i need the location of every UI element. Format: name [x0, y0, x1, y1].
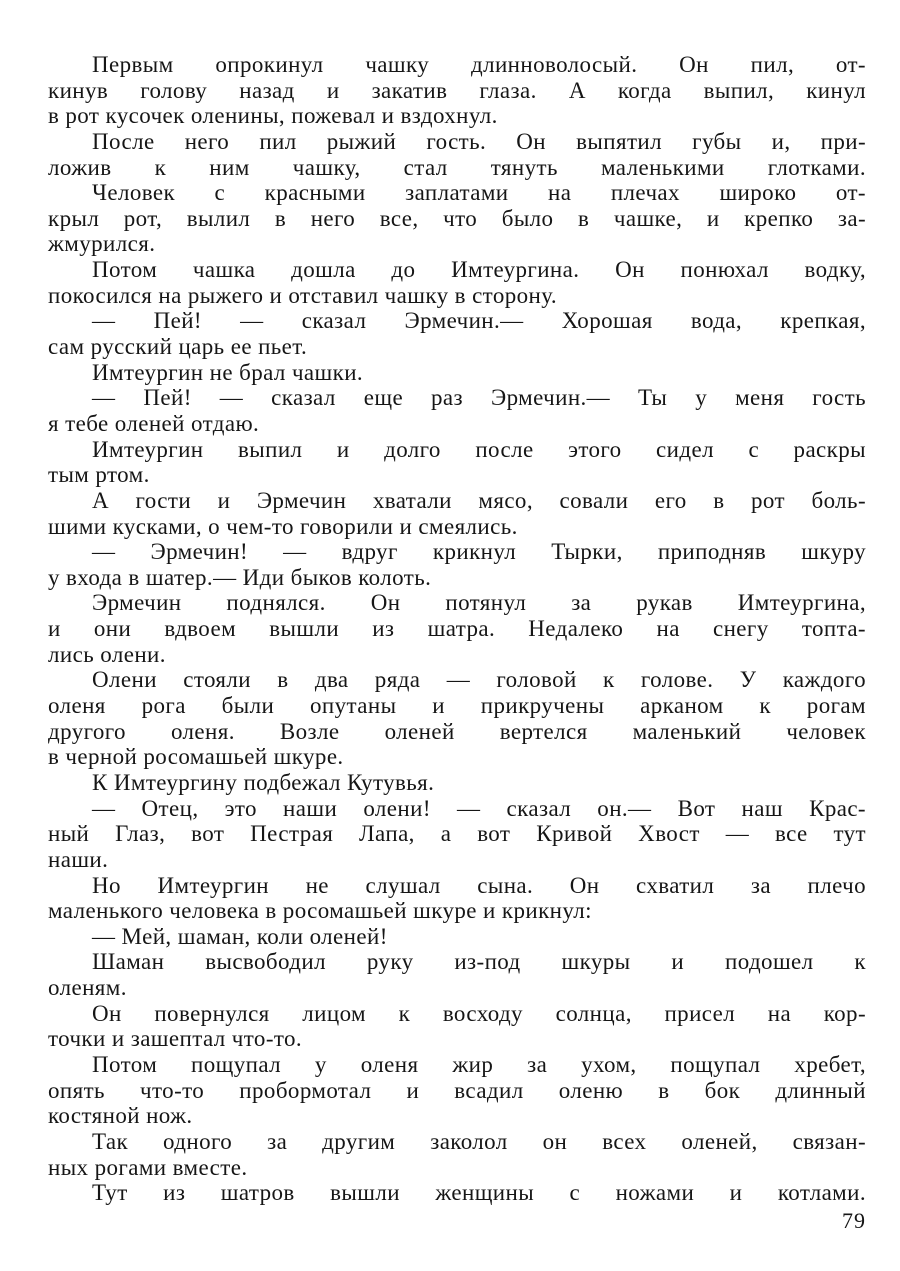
text-line: кинув голову назад и закатив глаза. А когда выпил, кинул: [48, 77, 866, 103]
text-line: Потом чашка дошла до Имтеургина. Он понюхал водку,: [92, 257, 866, 283]
text-line: Эрмечин поднялся. Он потянул за рукав Имтеургина,: [92, 590, 866, 616]
paragraph: [48, 1001, 866, 1052]
paragraph: [48, 796, 866, 873]
text-line: покосился на рыжего и отставил чашку в сторону.: [48, 282, 557, 308]
text-line: оленя рога были опутаны и прикручены арканом к рогам: [48, 693, 866, 719]
text-line: Первым опрокинул чашку длинноволосый. Он пил, от-: [92, 52, 866, 77]
paragraph: [48, 667, 866, 770]
paragraph: [48, 924, 866, 950]
paragraph: [48, 590, 866, 667]
text-line: оленям.: [48, 975, 127, 1001]
paragraph: [48, 308, 866, 359]
text-line: шими кусками, о чем-то говорили и смеялись.: [48, 513, 518, 539]
paragraph: [48, 1052, 866, 1129]
paragraph: [48, 52, 866, 129]
text-line: лись олени.: [48, 641, 166, 667]
text-line: Но Имтеургин не слушал сына. Он схватил за плечо: [92, 872, 866, 898]
text-line: Так одного за другим заколол он всех оленей, связан-: [92, 1128, 866, 1154]
text-line: Потом пощупал у оленя жир за ухом, пощупал хребет,: [92, 1051, 866, 1077]
text-line: жмурился.: [48, 231, 156, 257]
text-line: тым ртом.: [48, 462, 150, 488]
text-line: в черной росомашьей шкуре.: [48, 744, 344, 770]
paragraph: [48, 770, 866, 796]
text-line: К Имтеургину подбежал Кутувья.: [92, 769, 435, 795]
paragraph: [48, 437, 866, 488]
text-line: А гости и Эрмечин хватали мясо, совали его в рот боль-: [92, 487, 866, 513]
paragraph: [48, 1180, 866, 1206]
paragraph: [48, 539, 866, 590]
paragraph: [48, 360, 866, 386]
text-line: крыл рот, вылил в него все, что было в чашке, и крепко за-: [48, 205, 866, 231]
text-line: Имтеургин не брал чашки.: [92, 359, 364, 385]
page-number: 79: [842, 1208, 866, 1233]
text-line: — Пей! — сказал Эрмечин.— Хорошая вода, крепкая,: [92, 308, 866, 334]
paragraph: [48, 129, 866, 180]
paragraph: [48, 180, 866, 257]
text-line: и они вдвоем вышли из шатра. Недалеко на снегу топта-: [48, 616, 866, 642]
text-line: Имтеургин выпил и долго после этого сидел с раскры: [92, 436, 866, 462]
text-line: — Мей, шаман, коли оленей!: [92, 923, 388, 949]
text-line: ложив к ним чашку, стал тянуть маленькими глотками.: [48, 154, 866, 180]
text-line: — Пей! — сказал еще раз Эрмечин.— Ты у меня гость: [92, 385, 866, 411]
text-line: Он повернулся лицом к восходу солнца, присел на кор-: [92, 1000, 866, 1026]
text-line: в рот кусочек оленины, пожевал и вздохнул.: [48, 103, 498, 129]
text-block: [48, 52, 866, 1206]
text-line: — Эрмечин! — вдруг крикнул Тырки, приподняв шкуру: [92, 539, 866, 565]
text-line: После него пил рыжий гость. Он выпятил губы и, при-: [92, 128, 866, 154]
text-line: Олени стояли в два ряда — головой к голове. У каждого: [92, 667, 866, 693]
text-line: точки и зашептал что-то.: [48, 1026, 303, 1052]
text-line: наши.: [48, 846, 109, 872]
paragraph: [48, 873, 866, 924]
text-line: я тебе оленей отдаю.: [48, 410, 260, 436]
text-line: опять что-то пробормотал и всадил оленю в бок длинный: [48, 1077, 866, 1103]
paragraph: [48, 257, 866, 308]
text-line: ных рогами вместе.: [48, 1154, 248, 1180]
text-line: костяной нож.: [48, 1103, 193, 1129]
text-line: ный Глаз, вот Пестрая Лапа, а вот Кривой Хвост — все тут: [48, 821, 866, 847]
text-line: у входа в шатер.— Иди быков колоть.: [48, 564, 432, 590]
text-line: сам русский царь ее пьет.: [48, 334, 308, 360]
text-line: другого оленя. Возле оленей вертелся маленький человек: [48, 718, 866, 744]
paragraph: [48, 1129, 866, 1180]
text-line: Человек с красными заплатами на плечах широко от-: [92, 180, 866, 206]
text-line: маленького человека в росомашьей шкуре и крикнул:: [48, 898, 592, 924]
text-line: — Отец, это наши олени! — сказал он.— Вот наш Крас-: [92, 795, 866, 821]
paragraph: [48, 385, 866, 436]
paragraph: [48, 488, 866, 539]
text-line: Тут из шатров вышли женщины с ножами и котлами.: [92, 1180, 866, 1206]
paragraph: [48, 949, 866, 1000]
text-line: Шаман высвободил руку из-под шкуры и подошел к: [92, 949, 866, 975]
